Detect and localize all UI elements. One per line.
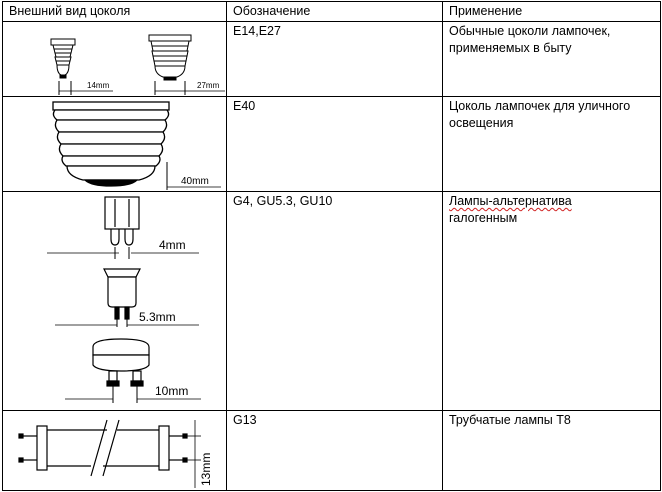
table-row: [3, 22, 661, 97]
e14-base-drawing: [51, 39, 75, 78]
application-cell: Обычные цоколи лампочек, применяемых в быту: [443, 22, 661, 97]
gu10-base-drawing: [93, 339, 149, 386]
base-image-g13: [3, 411, 227, 491]
designation-cell: E40: [227, 97, 443, 192]
g13-tube-drawing: [19, 420, 187, 476]
g4-base-drawing: [105, 197, 139, 245]
table-row: [3, 411, 661, 491]
dim-label-27mm: 27mm: [197, 81, 220, 90]
table-row: [3, 97, 661, 192]
dim-label-40mm: 40mm: [181, 176, 209, 187]
e27-base-drawing: [149, 35, 191, 80]
dim-label-4mm: 4mm: [159, 238, 186, 252]
lamp-base-table: [2, 1, 661, 491]
designation-cell: G4, GU5.3, GU10: [227, 192, 443, 411]
header-appearance: Внешний вид цоколя: [3, 2, 227, 22]
designation-cell: G13: [227, 411, 443, 491]
application-cell: Цоколь лампочек для уличного освещения: [443, 97, 661, 192]
application-text: галогенным: [449, 211, 518, 225]
base-image-e40: [3, 97, 227, 192]
header-designation: Обозначение: [227, 2, 443, 22]
header-row: [3, 2, 661, 22]
base-image-g4-gu53-gu10: [3, 192, 227, 411]
table-row: [3, 192, 661, 411]
dim-label-13mm: 13mm: [199, 452, 213, 486]
gu53-base-drawing: [104, 269, 140, 319]
dim-label-14mm: 14mm: [87, 81, 110, 90]
dim-label-10mm: 10mm: [155, 384, 189, 398]
dim-label-5-3mm: 5.3mm: [139, 310, 176, 324]
misspelled-word: Лампы-альтернатива: [449, 194, 572, 208]
designation-cell: E14,E27: [227, 22, 443, 97]
application-cell: [443, 192, 661, 411]
base-image-e14-e27: [3, 22, 227, 97]
header-application: Применение: [443, 2, 661, 22]
e40-base-drawing: [53, 102, 169, 186]
application-cell: Трубчатые лампы Т8: [443, 411, 661, 491]
